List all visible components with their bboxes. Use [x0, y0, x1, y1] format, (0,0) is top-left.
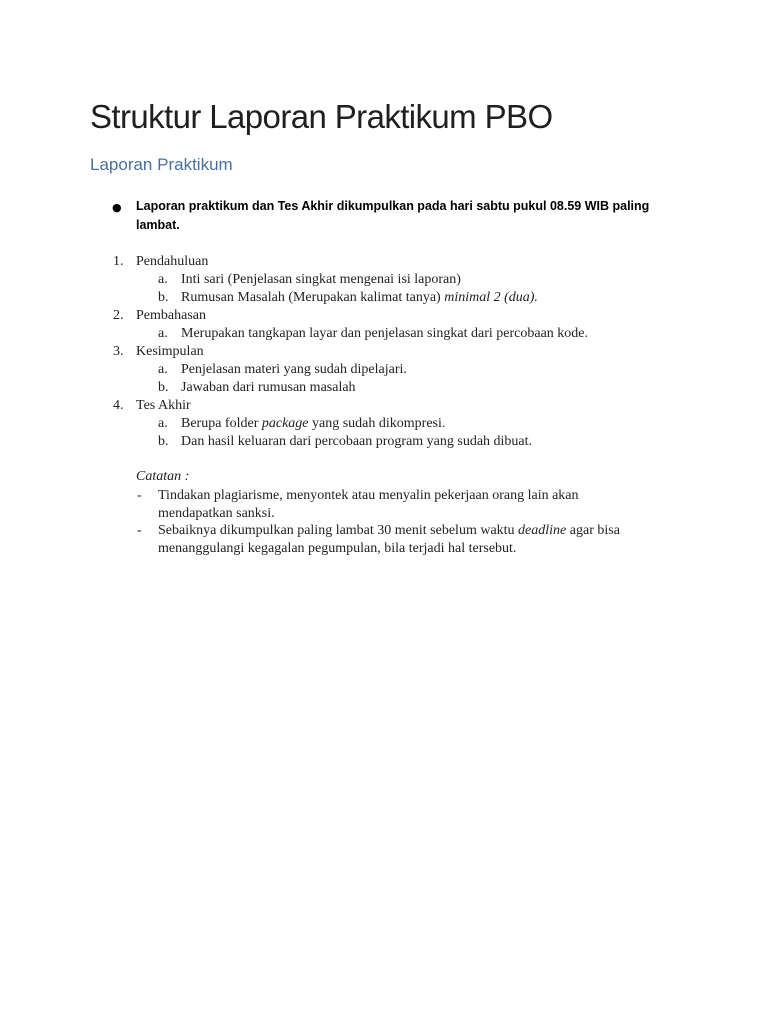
sub-item-letter: a.: [158, 326, 168, 341]
italic-emphasis: deadline: [518, 523, 567, 538]
list-item-label: Pendahuluan: [136, 254, 209, 269]
bullet-text: Laporan praktikum dan Tes Akhir dikumpulkan pada hari sabtu pukul 08.59 WIB paling lambat.: [136, 199, 650, 232]
list-number: 4.: [113, 398, 124, 413]
note-text: Sebaiknya dikumpulkan paling lambat 30 menit sebelum waktu deadline agar bisa: [158, 523, 620, 538]
note-text: menanggulangi kegagalan pegumpulan, bila terjadi hal tersebut.: [158, 541, 517, 556]
list-item-label: Tes Akhir: [136, 398, 191, 413]
sub-item-letter: b.: [158, 434, 169, 449]
sub-item-text: Dan hasil keluaran dari percobaan program yang sudah dibuat.: [181, 434, 533, 449]
sub-item-text: Jawaban dari rumusan masalah: [181, 380, 356, 395]
note-text: mendapatkan sanksi.: [158, 506, 275, 521]
note-text: Tindakan plagiarisme, menyontek atau menyalin pekerjaan orang lain akan: [158, 488, 579, 503]
sub-item-text: Berupa folder package yang sudah dikompresi.: [181, 416, 446, 431]
list-number: 3.: [113, 344, 124, 359]
italic-emphasis: minimal 2 (dua).: [444, 290, 538, 305]
sub-item-letter: a.: [158, 362, 168, 377]
note-dash: -: [137, 523, 142, 538]
sub-item-letter: b.: [158, 290, 169, 305]
page-title: Struktur Laporan Praktikum PBO: [90, 98, 553, 135]
sub-item-text: Penjelasan materi yang sudah dipelajari.: [181, 362, 407, 377]
sub-item-text: Inti sari (Penjelasan singkat mengenai isi laporan): [181, 272, 461, 287]
list-number: 1.: [113, 254, 124, 269]
sub-item-letter: a.: [158, 272, 168, 287]
bullet-marker: ●: [112, 201, 122, 214]
section-heading: Laporan Praktikum: [90, 155, 233, 174]
list-item-label: Pembahasan: [136, 308, 206, 323]
italic-emphasis: package: [261, 416, 309, 431]
sub-item-letter: b.: [158, 380, 169, 395]
list-number: 2.: [113, 308, 124, 323]
note-dash: -: [137, 488, 142, 503]
sub-item-text: Rumusan Masalah (Merupakan kalimat tanya) minimal 2 (dua).: [181, 290, 538, 305]
sub-item-text: Merupakan tangkapan layar dan penjelasan singkat dari percobaan kode.: [181, 326, 588, 341]
notes-heading: Catatan :: [136, 469, 190, 484]
list-item-label: Kesimpulan: [136, 344, 204, 359]
sub-item-letter: a.: [158, 416, 168, 431]
